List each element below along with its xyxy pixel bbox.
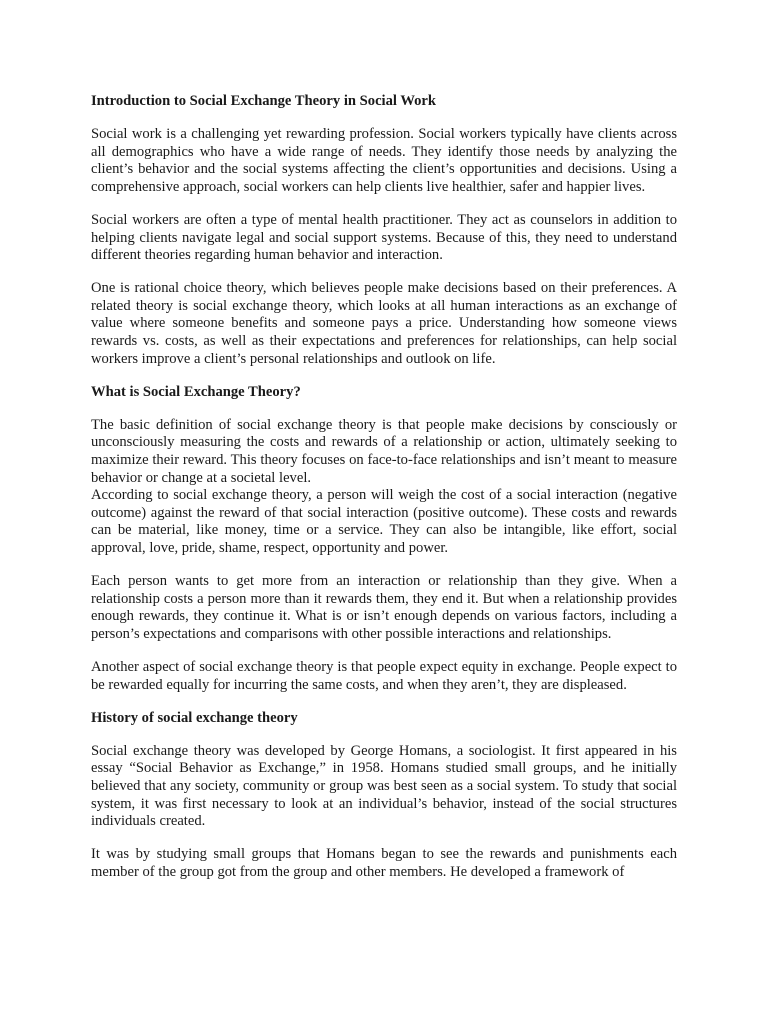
section-heading-history: History of social exchange theory [91, 709, 298, 726]
paragraph: It was by studying small groups that Homans began to see the rewards and punishments each member of the group got from the group and other members. He developed a framework of [91, 846, 677, 880]
document-page [91, 93, 677, 897]
section-heading-introduction: Introduction to Social Exchange Theory in Social Work [91, 93, 437, 109]
paragraph: According to social exchange theory, a person will weigh the cost of a social interaction (negative outcome) against the reward of that social interaction (positive outcome). These costs and rewards can be material, like money, time or a service. They can also be intangible, like effort, social approval, love, pride, shame, respect, opportunity and power. [91, 487, 677, 556]
paragraph: One is rational choice theory, which believes people make decisions based on their preferences. A related theory is social exchange theory, which looks at all human interactions as an exchange of value where someone benefits and someone pays a price. Understanding how someone views rewards vs. costs, as well as their expectations and preferences for relationships, can help social workers improve a client’s personal relationships and outlook on life. [91, 280, 677, 367]
paragraph: Another aspect of social exchange theory is that people expect equity in exchange. People expect to be rewarded equally for incurring the same costs, and when they aren’t, they are displeased. [91, 658, 677, 693]
paragraph: Social workers are often a type of mental health practitioner. They act as counselors in addition to helping clients navigate legal and social support systems. Because of this, they need to understand different theories regarding human behavior and interaction. [91, 211, 677, 264]
paragraph: Each person wants to get more from an interaction or relationship than they give. When a relationship costs a person more than it rewards them, they end it. But when a relationship provides enough rewards, they continue it. What is or isn’t enough depends on various factors, including a person’s expectations and comparisons with other possible interactions and relationships. [91, 573, 677, 642]
paragraph: Social work is a challenging yet rewarding profession. Social workers typically have clients across all demographics who have a wide range of needs. They identify those needs by analyzing the client’s behavior and the social systems affecting the client’s opportunities and decisions. Using a comprehensive approach, social workers can help clients live healthier, safer and happier lives. [91, 126, 677, 195]
paragraph: Social exchange theory was developed by George Homans, a sociologist. It first appeared in his essay “Social Behavior as Exchange,” in 1958. Homans studied small groups, and he initially believed that any society, community or group was best seen as a social system. To study that social system, it was first necessary to look at an individual’s behavior, instead of the social structures individuals created. [91, 742, 677, 830]
paragraph: The basic definition of social exchange theory is that people make decisions by consciously or unconsciously measuring the costs and rewards of a relationship or action, ultimately seeking to maximize their reward. This theory focuses on face-to-face relationships and isn’t meant to measure behavior or change at a societal level. [91, 416, 677, 486]
section-heading-what-is: What is Social Exchange Theory? [91, 383, 301, 400]
